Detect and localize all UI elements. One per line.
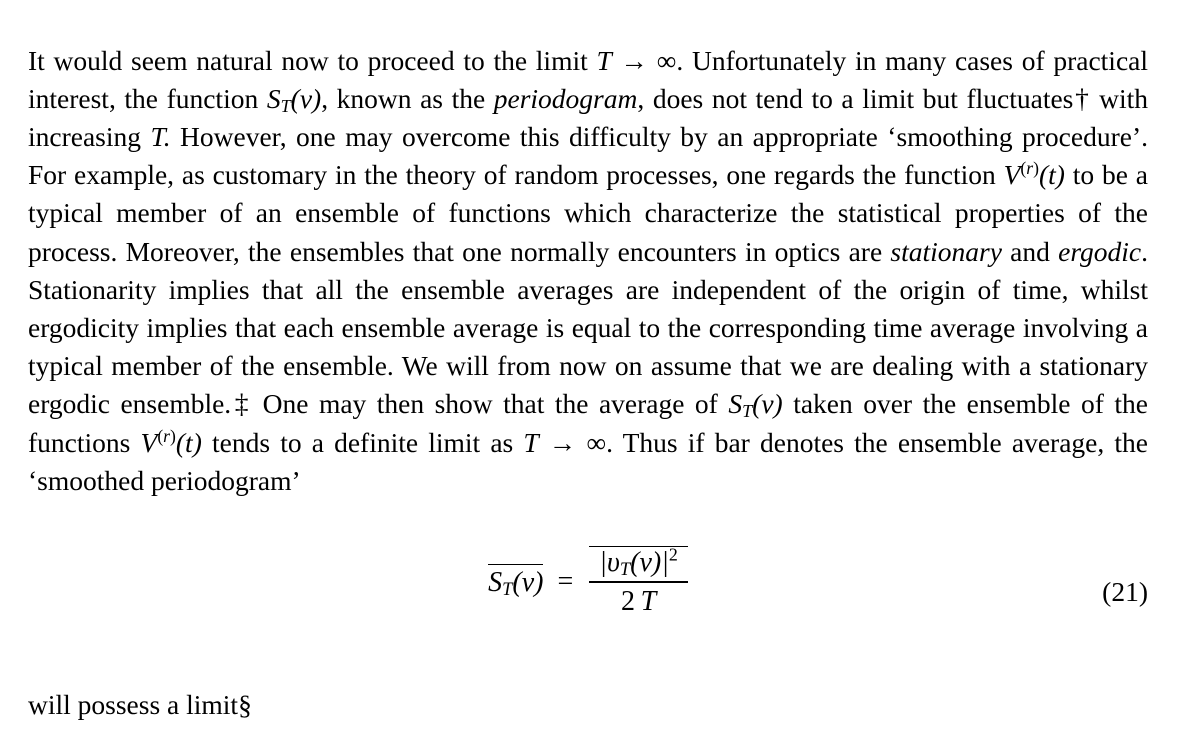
math-T-2: T. [150, 120, 171, 152]
math-S-T-nu: $S_T(\nu)$ [266, 82, 322, 116]
display-equation-21 [28, 546, 1148, 642]
equation-denominator: 2 T [620, 585, 657, 617]
equation-number: (21) [1102, 575, 1148, 607]
emphasis-ergodic: ergodic [1058, 235, 1142, 267]
paragraph-tail: will possess a limit§ [28, 688, 252, 720]
math-V-r-t-2: $V^{(r)}(t)$ [140, 425, 202, 458]
equation-fraction [589, 546, 688, 618]
equation-content [28, 546, 1148, 618]
equation-lhs: $S_T(\nu)$ [488, 564, 543, 599]
equation-numerator: $|\upsilon_T(\nu)|^2$ [589, 546, 688, 581]
emphasis-stationary: stationary [890, 235, 1002, 267]
math-S-T-nu-2: $S_T(\nu)$ [728, 388, 783, 422]
paragraph-text: It would seem natural now to proceed to the limit T → ∞. Unfortunately in many cases of practical interest, the function $S_T(\nu)$, known as the periodogram, does not tend to a limit but fluctuates† with increasing T. However, one may overcome this difficulty by an appropriate ‘smoothing procedure’. For example, as customary in the theory of random processes, one regards the function $V^{(r)}(t)$ to be a typical member of an ensemble of functions which characterize the statistical properties of the process. Moreover, the ensembles that one normally encounters in optics are stationary and ergodic. Stationarity implies that all the ensemble averages are independent of the origin of time, whilst ergodicity implies that each ensemble average is equal to the corresponding time average involving a typical member of the ensemble. We will from now on assume that we are dealing with a stationary ergodic ensemble.‡ One may then show that the average of $S_T(\nu)$ taken over the ensemble of the functions $V^{(r)}(t)$ tends to a definite limit as T → ∞. Thus if bar denotes the ensemble average, the ‘smoothed periodogram’ [28, 44, 1148, 496]
paragraph-main [28, 42, 1148, 500]
emphasis-periodogram: periodogram [493, 82, 638, 114]
math-V-r-t: $V^{(r)}(t)$ [1003, 157, 1065, 191]
math-T-3: T [523, 426, 539, 458]
equation-relation: = [557, 565, 574, 597]
math-T: T [596, 44, 612, 76]
